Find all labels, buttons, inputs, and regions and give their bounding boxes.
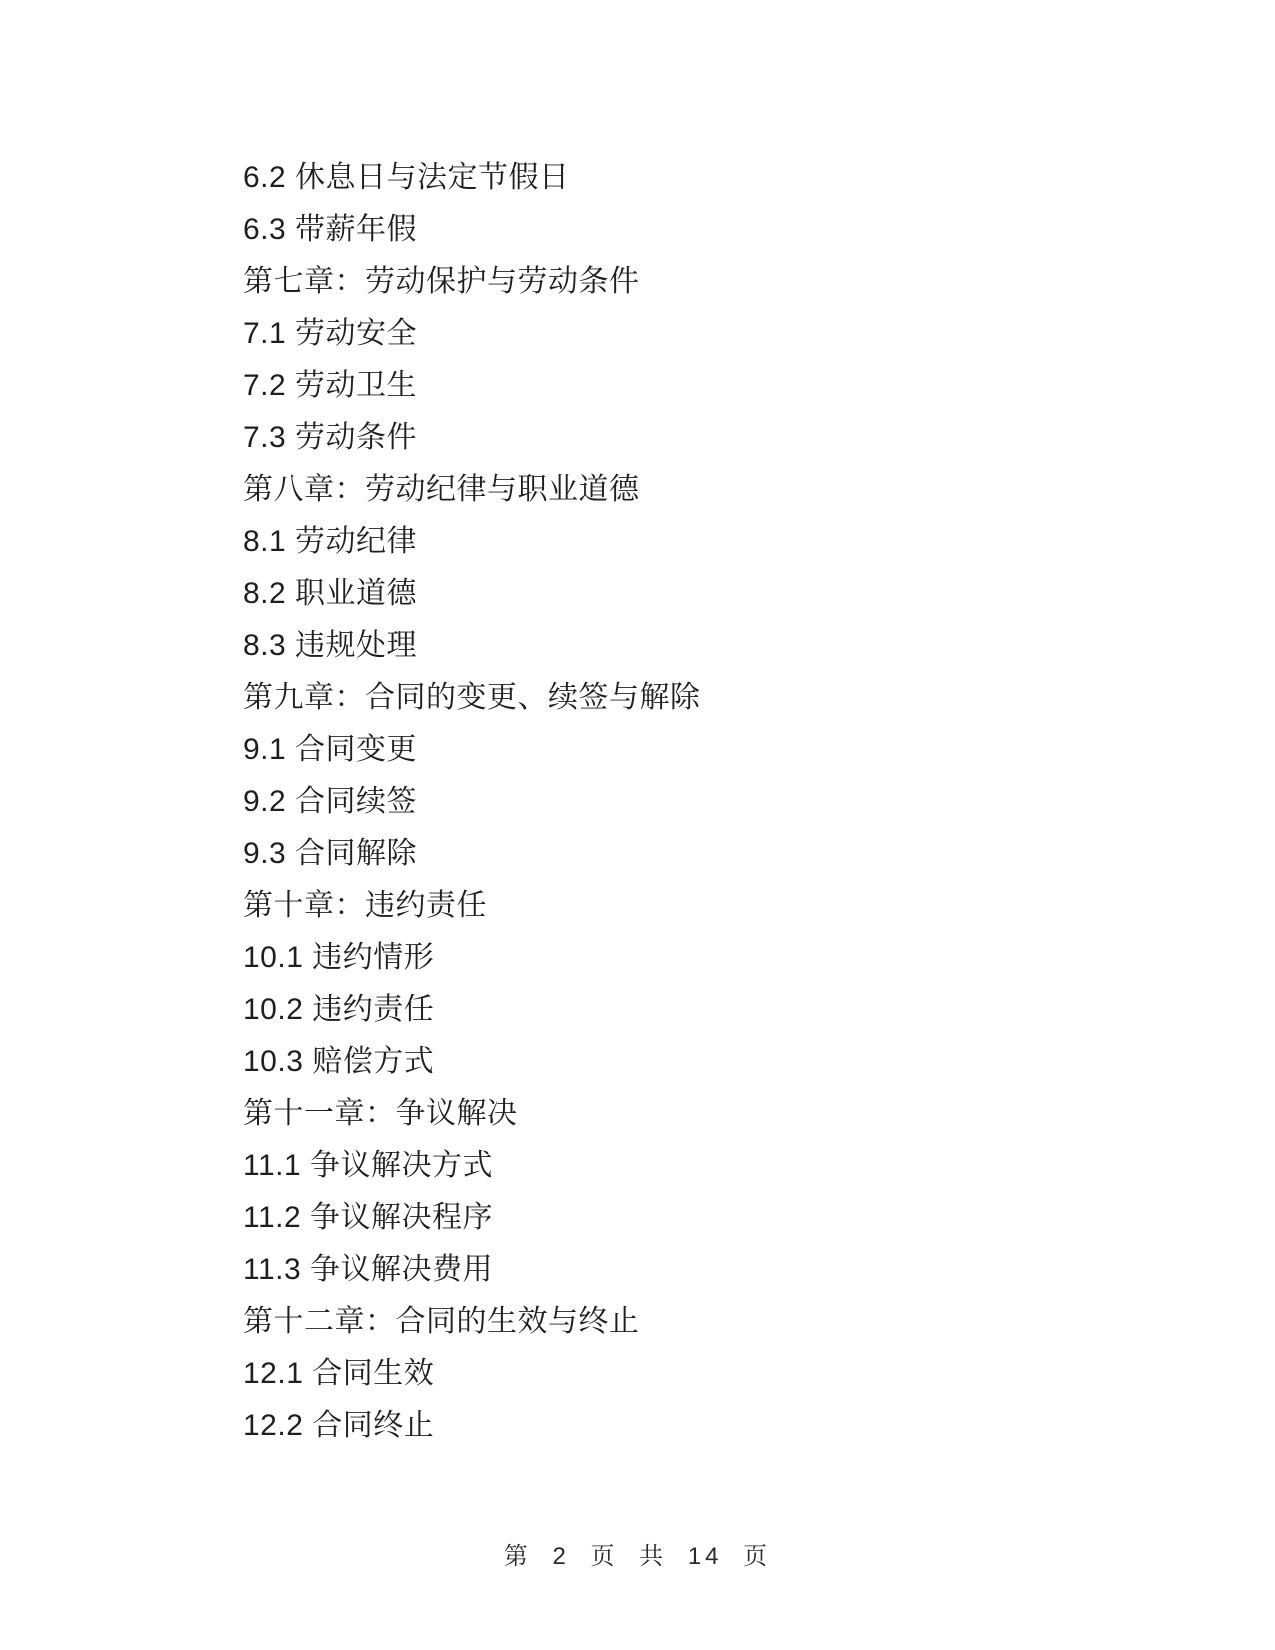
toc-section-line: 8.3 违规处理 (243, 629, 418, 662)
toc-chapter-line: 第九章：合同的变更、续签与解除 (243, 681, 701, 714)
toc-chapter-line: 第八章：劳动纪律与职业道德 (243, 473, 640, 506)
toc-section-line: 10.3 赔偿方式 (243, 1045, 435, 1078)
toc-section-line: 11.2 争议解决程序 (243, 1201, 493, 1234)
page-footer (0, 1540, 1275, 1574)
toc-section-line: 7.2 劳动卫生 (243, 369, 418, 402)
toc-section-line: 12.1 合同生效 (243, 1357, 435, 1390)
toc-section-line: 7.3 劳动条件 (243, 421, 418, 454)
toc-section-line: 10.2 违约责任 (243, 993, 435, 1026)
toc-chapter-line: 第十一章：争议解决 (243, 1097, 518, 1130)
toc-section-line: 8.1 劳动纪律 (243, 525, 418, 558)
toc-chapter-line: 第十章：违约责任 (243, 889, 487, 922)
page-number-indicator: 第 2 页 共 14 页 (503, 1543, 772, 1570)
toc-chapter-line: 第十二章：合同的生效与终止 (243, 1305, 640, 1338)
toc-section-line: 9.1 合同变更 (243, 733, 418, 766)
toc-section-line: 6.2 休息日与法定节假日 (243, 161, 570, 194)
toc-section-line: 9.3 合同解除 (243, 837, 418, 870)
toc-section-line: 7.1 劳动安全 (243, 317, 418, 350)
toc-section-line: 8.2 职业道德 (243, 577, 418, 610)
toc-section-line: 6.3 带薪年假 (243, 213, 418, 246)
toc-section-line: 11.1 争议解决方式 (243, 1149, 493, 1182)
table-of-contents (243, 152, 1195, 1452)
toc-section-line: 12.2 合同终止 (243, 1409, 435, 1442)
toc-section-line: 10.1 违约情形 (243, 941, 435, 974)
toc-section-line: 9.2 合同续签 (243, 785, 418, 818)
toc-section-line: 11.3 争议解决费用 (243, 1253, 493, 1286)
toc-chapter-line: 第七章：劳动保护与劳动条件 (243, 265, 640, 298)
